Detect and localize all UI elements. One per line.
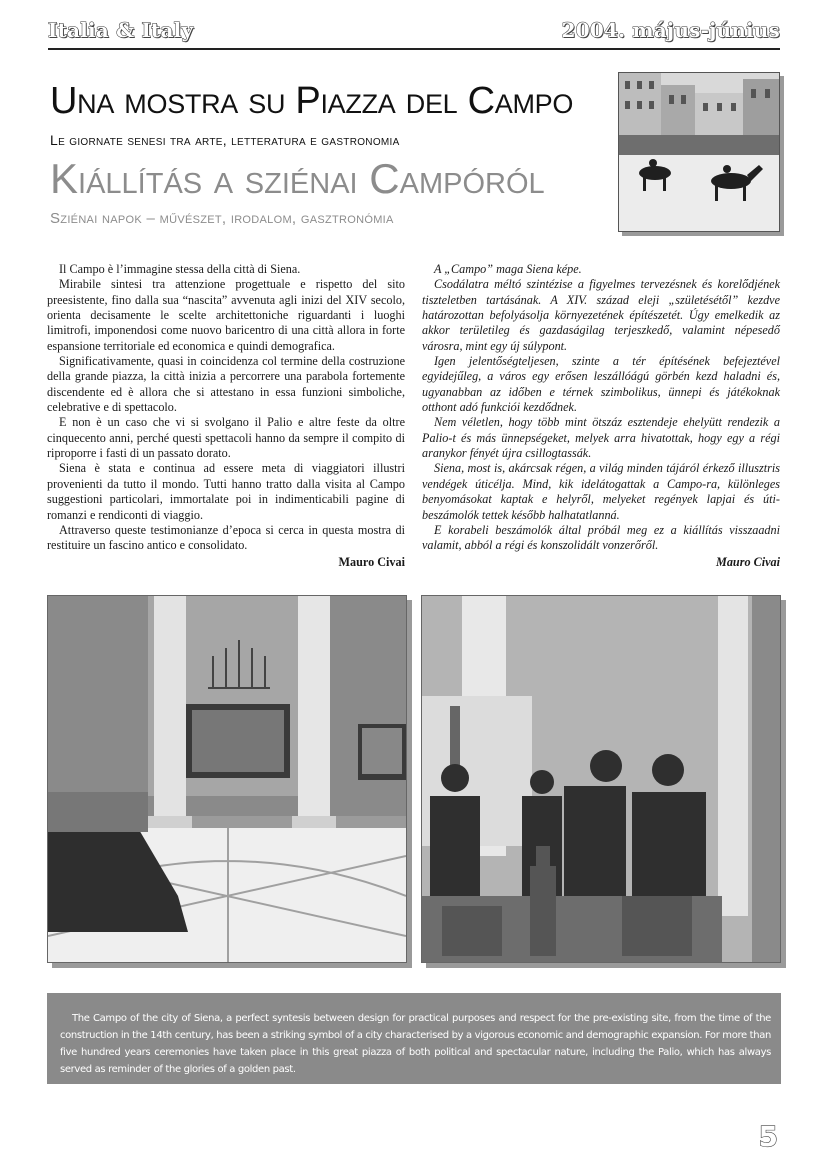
article-subtitle-italian: Le giornate senesi tra arte, letteratura e gastronomia [50, 132, 400, 148]
paragraph: E non è un caso che vi si svolgano il Palio e altre feste da oltre cinquecento anni, perché questi spettacoli hanno da sempre il compito di riproporre i fasti di un passato dorato. [47, 415, 405, 461]
article-title-hungarian: Kiállítás a sziénai Campóról [50, 155, 545, 202]
page-number: 5 [758, 1120, 778, 1153]
palio-race-photo [618, 72, 780, 232]
paragraph: Csodálatra méltó szintézise a figyelmes tervezésnek és korelődjének tiszteletben tartásának. A XIV. század eleji „születésétől” kezdve határozottan befolyásolja környezetének építészetét. Úgy emelkedik az akkor területileg és gazdaságilag terjeszkedő, valamint népesedő városra, mint egy új súlypont. [422, 277, 780, 353]
paragraph: Igen jelentőségteljesen, szinte a tér építésének befejeztével egyidejűleg, a város egy erősen leszállóágú görbén kezd haladni és, ugyanabban az időben e térnek szimbolikus, ünnepi és játékoknak otthont adó funkciói kezdődnek. [422, 354, 780, 415]
paragraph: E korabeli beszámolók által próbál meg ez a kiállítás visszaadni valamit, abból a régi és konszolidált vonzerőről. [422, 522, 780, 553]
english-caption: The Campo of the city of Siena, a perfect syntesis between design for practical purposes and respect for the pre-existing site, from the time of the construction in the 14th century, has been a striking symbol of a city characterised by a vigorous economic and demographic expansion. For more than five hundred years ceremonies have taken place in this great piazza of both political and spectacular nature, including the Palio, which has always served as reminder of the glories of a golden past. [60, 1013, 771, 1075]
paragraph: Nem véletlen, hogy több mint ötszáz esztendeje ehelyütt rendezik a Palio-t és más ünnepségeket, melyek arra hivatottak, hogy egy a régi aranykor fényét újra csillogtassák. [422, 415, 780, 461]
article-subtitle-hungarian: Sziénai napok – művészet, irodalom, gasztronómia [50, 210, 394, 227]
english-caption-box [47, 993, 781, 1084]
running-header [48, 18, 780, 50]
paragraph: Siena, most is, akárcsak régen, a világ minden tájáról érkező illusztris vendégek úticélja. Mind, kik idelátogattak a Campo-ra, különleges benyomásokat kaptak e helyről, melyeket regények lapjai és úti-beszámolók tettek később halhatatlanná. [422, 461, 780, 522]
exhibition-visitors-photo [421, 595, 781, 963]
paragraph: Significativamente, quasi in coincidenza col termine della costruzione della grande piazza, la città inizia a percorrere una parabola fortemente discendente ed è allora che si attestano in essa funzioni simboliche, celebrative e di spettacolo. [47, 354, 405, 415]
paragraph: Mirabile sintesi tra attenzione progettuale e rispetto del sito preesistente, fino dalla sua “nascita” avvenuta agli inizi del XIV secolo, orienta decisamente le scelte architettoniche riguardanti i luoghi limitrofi, imponendosi come nuovo baricentro di una città allora in forte espansione territoriale ed economica e quindi demografica. [47, 277, 405, 353]
article-title-italian: Una mostra su Piazza del Campo [50, 80, 574, 122]
author-signature: Mauro Civai [338, 554, 405, 569]
paragraph: Siena è stata e continua ad essere meta di viaggiatori illustri provenienti da tutto il mondo. Tutti hanno tratto dalla visita al Campo suggestioni particolari, immortalate poi in indimenticabili pagine di romanzi e rendiconti di viaggio. [47, 461, 405, 522]
article-body-italian [47, 262, 405, 570]
paragraph: A „Campo” maga Siena képe. [434, 262, 582, 276]
paragraph: Attraverso queste testimonianze d’epoca si cerca in questa mostra di restituire un fascino antico e consolidato. [47, 522, 405, 553]
article-body-hungarian [422, 262, 780, 570]
author-signature: Mauro Civai [716, 554, 780, 569]
issue-date: 2004. május-június [561, 18, 780, 42]
paragraph: Il Campo è l’immagine stessa della città di Siena. [59, 262, 301, 276]
exhibition-hall-photo [47, 595, 407, 963]
magazine-name: Italia & Italy [48, 18, 194, 42]
